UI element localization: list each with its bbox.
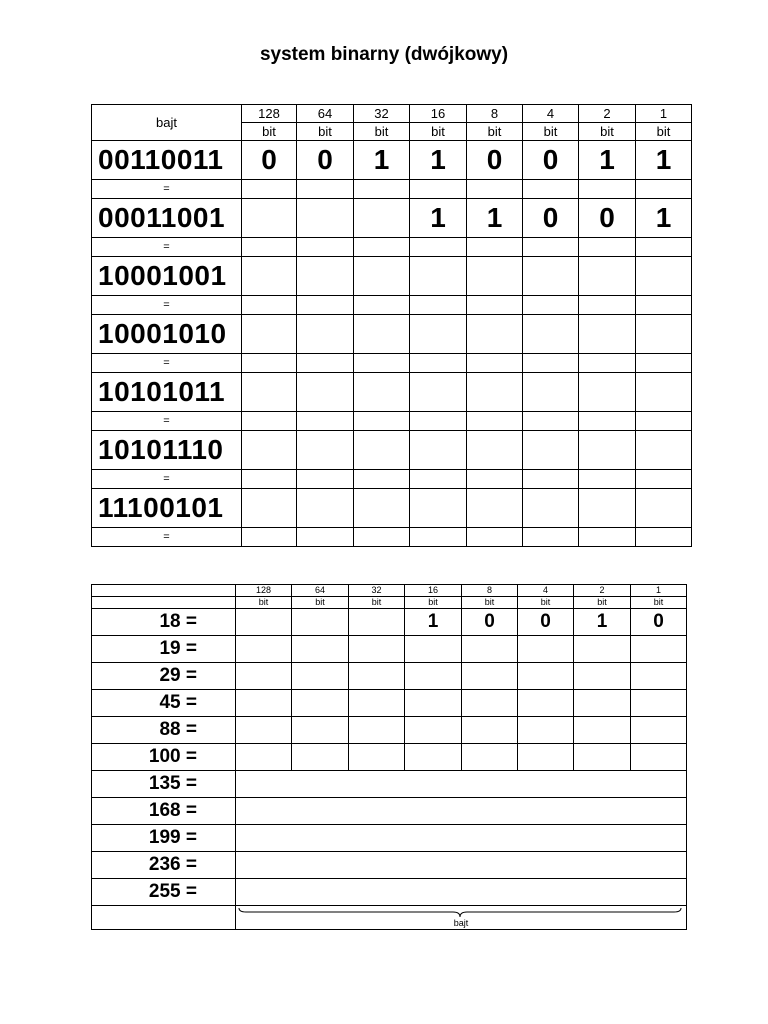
result-cell[interactable] xyxy=(523,238,579,257)
bit-cell[interactable] xyxy=(523,489,579,528)
bit-label-cell: bit xyxy=(292,597,349,609)
result-cell[interactable] xyxy=(410,470,467,489)
result-cell[interactable] xyxy=(354,412,410,431)
result-cell[interactable] xyxy=(297,180,354,199)
bit-cell[interactable]: 0 xyxy=(462,609,518,636)
decimal-row xyxy=(92,825,687,852)
byte-brace-cell xyxy=(236,906,687,930)
bit-cell[interactable] xyxy=(236,717,292,744)
decimal-row xyxy=(92,717,687,744)
result-cell[interactable] xyxy=(354,238,410,257)
answer-cell[interactable] xyxy=(236,771,687,798)
result-cell[interactable] xyxy=(297,296,354,315)
result-cell[interactable] xyxy=(297,528,354,547)
bit-cell[interactable] xyxy=(410,489,467,528)
decimal-row xyxy=(92,852,687,879)
bit-label-cell: bit xyxy=(574,597,631,609)
bit-cell[interactable] xyxy=(574,663,631,690)
bit-cell[interactable] xyxy=(405,663,462,690)
bit-cell[interactable] xyxy=(242,315,297,354)
bit-cell[interactable] xyxy=(462,744,518,771)
decimal-value: 135 = xyxy=(92,771,236,798)
bit-label-cell: bit xyxy=(462,597,518,609)
bit-cell[interactable]: 0 xyxy=(523,141,579,180)
result-cell[interactable] xyxy=(523,412,579,431)
result-cell[interactable] xyxy=(242,238,297,257)
binary-to-decimal-table xyxy=(91,104,692,547)
result-row xyxy=(92,470,692,489)
result-cell[interactable] xyxy=(579,180,636,199)
bit-cell[interactable]: 0 xyxy=(467,141,523,180)
bit-cell[interactable] xyxy=(467,431,523,470)
bit-cell[interactable] xyxy=(354,489,410,528)
bit-cell[interactable]: 0 xyxy=(242,141,297,180)
byte-row xyxy=(92,141,692,180)
bit-cell[interactable]: 1 xyxy=(467,199,523,238)
result-cell[interactable] xyxy=(579,470,636,489)
equals-sign: = xyxy=(92,180,242,199)
decimal-row xyxy=(92,663,687,690)
bit-cell[interactable] xyxy=(462,690,518,717)
bit-cell[interactable] xyxy=(467,257,523,296)
bit-cell[interactable] xyxy=(631,717,687,744)
byte-value: 00011001 xyxy=(92,199,242,238)
bit-cell[interactable] xyxy=(292,609,349,636)
bit-cell[interactable] xyxy=(405,744,462,771)
result-cell[interactable] xyxy=(636,470,692,489)
result-cell[interactable] xyxy=(579,238,636,257)
bit-cell[interactable]: 1 xyxy=(636,141,692,180)
bit-cell[interactable] xyxy=(292,636,349,663)
bit-cell[interactable] xyxy=(354,373,410,412)
decimal-row xyxy=(92,609,687,636)
bit-cell[interactable]: 1 xyxy=(636,199,692,238)
result-row xyxy=(92,180,692,199)
bit-cell[interactable] xyxy=(297,373,354,412)
brace-row xyxy=(92,906,687,930)
bit-cell[interactable] xyxy=(292,717,349,744)
bit-cell[interactable]: 0 xyxy=(523,199,579,238)
result-cell[interactable] xyxy=(579,354,636,373)
answer-cell[interactable] xyxy=(236,825,687,852)
decimal-value: 18 = xyxy=(92,609,236,636)
result-cell[interactable] xyxy=(636,528,692,547)
bit-cell[interactable] xyxy=(518,663,574,690)
result-cell[interactable] xyxy=(523,528,579,547)
result-cell[interactable] xyxy=(636,180,692,199)
weight-cell: 1 xyxy=(636,105,692,123)
decimal-value: 88 = xyxy=(92,717,236,744)
bit-cell[interactable] xyxy=(574,690,631,717)
bit-cell[interactable] xyxy=(523,431,579,470)
answer-cell[interactable] xyxy=(236,798,687,825)
result-cell[interactable] xyxy=(354,354,410,373)
weight-cell: 32 xyxy=(349,585,405,597)
result-cell[interactable] xyxy=(242,528,297,547)
header-blank-cell xyxy=(92,585,236,597)
bit-cell[interactable] xyxy=(242,489,297,528)
decimal-row xyxy=(92,798,687,825)
bit-cell[interactable] xyxy=(405,717,462,744)
result-row xyxy=(92,354,692,373)
bit-label-cell: bit xyxy=(636,123,692,141)
bit-cell[interactable] xyxy=(636,315,692,354)
bit-cell[interactable] xyxy=(467,315,523,354)
equals-sign: = xyxy=(92,528,242,547)
bit-cell[interactable] xyxy=(579,257,636,296)
bit-cell[interactable] xyxy=(349,609,405,636)
result-cell[interactable] xyxy=(410,528,467,547)
decimal-value: 255 = xyxy=(92,879,236,906)
weight-cell: 1 xyxy=(631,585,687,597)
bit-label-cell: bit xyxy=(467,123,523,141)
bit-label-cell: bit xyxy=(297,123,354,141)
bit-cell[interactable] xyxy=(518,717,574,744)
byte-value: 10101011 xyxy=(92,373,242,412)
result-cell[interactable] xyxy=(242,412,297,431)
bit-cell[interactable] xyxy=(410,431,467,470)
bit-cell[interactable] xyxy=(574,636,631,663)
weights-row xyxy=(92,585,687,597)
byte-row xyxy=(92,431,692,470)
bit-cell[interactable] xyxy=(410,257,467,296)
weight-cell: 8 xyxy=(467,105,523,123)
bit-cell[interactable] xyxy=(236,744,292,771)
bit-cell[interactable] xyxy=(297,431,354,470)
byte-value: 10101110 xyxy=(92,431,242,470)
answer-cell[interactable] xyxy=(236,879,687,906)
result-cell[interactable] xyxy=(523,296,579,315)
result-cell[interactable] xyxy=(297,470,354,489)
byte-value: 10001010 xyxy=(92,315,242,354)
bit-cell[interactable] xyxy=(242,431,297,470)
result-cell[interactable] xyxy=(636,354,692,373)
result-cell[interactable] xyxy=(467,412,523,431)
result-cell[interactable] xyxy=(579,412,636,431)
byte-value: 11100101 xyxy=(92,489,242,528)
bit-cell[interactable] xyxy=(631,690,687,717)
bit-cell[interactable] xyxy=(579,315,636,354)
equals-sign: = xyxy=(92,238,242,257)
bit-cell[interactable] xyxy=(636,257,692,296)
decimal-to-binary-table xyxy=(91,584,687,930)
result-cell[interactable] xyxy=(467,180,523,199)
weight-cell: 4 xyxy=(518,585,574,597)
result-cell[interactable] xyxy=(242,354,297,373)
brace-blank-cell xyxy=(92,906,236,930)
result-cell[interactable] xyxy=(467,354,523,373)
bit-cell[interactable]: 1 xyxy=(405,609,462,636)
bit-cell[interactable] xyxy=(631,663,687,690)
weight-cell: 4 xyxy=(523,105,579,123)
result-row xyxy=(92,238,692,257)
bit-cell[interactable] xyxy=(242,199,297,238)
decimal-value: 29 = xyxy=(92,663,236,690)
equals-sign: = xyxy=(92,470,242,489)
result-cell[interactable] xyxy=(242,296,297,315)
bit-label-cell: bit xyxy=(354,123,410,141)
decimal-row xyxy=(92,744,687,771)
result-cell[interactable] xyxy=(297,238,354,257)
bit-cell[interactable] xyxy=(292,690,349,717)
byte-value: 10001001 xyxy=(92,257,242,296)
bit-cell[interactable] xyxy=(523,373,579,412)
bit-label-row xyxy=(92,597,687,609)
result-cell[interactable] xyxy=(523,180,579,199)
byte-row xyxy=(92,373,692,412)
weight-cell: 64 xyxy=(292,585,349,597)
bit-cell[interactable] xyxy=(467,489,523,528)
bit-label-cell: bit xyxy=(242,123,297,141)
bit-cell[interactable] xyxy=(410,373,467,412)
result-cell[interactable] xyxy=(354,470,410,489)
bit-label-cell: bit xyxy=(579,123,636,141)
bit-label-cell: bit xyxy=(518,597,574,609)
bit-cell[interactable]: 0 xyxy=(579,199,636,238)
page-title: system binarny (dwójkowy) xyxy=(259,44,509,65)
brace-label: bajt xyxy=(453,918,469,928)
answer-cell[interactable] xyxy=(236,852,687,879)
result-cell[interactable] xyxy=(523,470,579,489)
bit-cell[interactable] xyxy=(518,744,574,771)
bit-cell[interactable] xyxy=(349,663,405,690)
bit-cell[interactable]: 1 xyxy=(410,141,467,180)
bit-cell[interactable] xyxy=(405,636,462,663)
result-cell[interactable] xyxy=(410,238,467,257)
result-cell[interactable] xyxy=(467,238,523,257)
result-cell[interactable] xyxy=(579,296,636,315)
bit-cell[interactable] xyxy=(410,315,467,354)
bit-cell[interactable] xyxy=(579,373,636,412)
result-cell[interactable] xyxy=(410,180,467,199)
bit-cell[interactable]: 1 xyxy=(574,609,631,636)
result-cell[interactable] xyxy=(354,296,410,315)
bit-cell[interactable] xyxy=(297,257,354,296)
bit-cell[interactable] xyxy=(631,744,687,771)
decimal-row xyxy=(92,690,687,717)
byte-row xyxy=(92,315,692,354)
bit-cell[interactable]: 1 xyxy=(354,141,410,180)
bit-cell[interactable] xyxy=(631,636,687,663)
bit-cell[interactable] xyxy=(636,489,692,528)
weight-cell: 128 xyxy=(242,105,297,123)
bit-cell[interactable]: 1 xyxy=(410,199,467,238)
bit-cell[interactable] xyxy=(354,315,410,354)
result-cell[interactable] xyxy=(242,470,297,489)
bit-cell[interactable]: 0 xyxy=(297,141,354,180)
decimal-value: 45 = xyxy=(92,690,236,717)
bit-cell[interactable] xyxy=(297,315,354,354)
weight-cell: 64 xyxy=(297,105,354,123)
bit-cell[interactable] xyxy=(349,744,405,771)
bit-cell[interactable] xyxy=(349,636,405,663)
result-cell[interactable] xyxy=(297,412,354,431)
bit-cell[interactable] xyxy=(579,489,636,528)
decimal-row xyxy=(92,879,687,906)
decimal-row xyxy=(92,636,687,663)
bit-cell[interactable] xyxy=(523,257,579,296)
bit-cell[interactable] xyxy=(297,199,354,238)
bit-cell[interactable] xyxy=(236,636,292,663)
byte-row xyxy=(92,257,692,296)
decimal-row xyxy=(92,771,687,798)
result-cell[interactable] xyxy=(297,354,354,373)
bit-cell[interactable] xyxy=(518,690,574,717)
weight-cell: 16 xyxy=(410,105,467,123)
bit-cell[interactable] xyxy=(354,257,410,296)
result-cell[interactable] xyxy=(636,412,692,431)
bit-cell[interactable]: 1 xyxy=(579,141,636,180)
bit-cell[interactable] xyxy=(462,663,518,690)
decimal-value: 236 = xyxy=(92,852,236,879)
bit-cell[interactable] xyxy=(236,609,292,636)
weight-cell: 32 xyxy=(354,105,410,123)
weight-cell: 16 xyxy=(405,585,462,597)
bit-cell[interactable]: 0 xyxy=(518,609,574,636)
result-cell[interactable] xyxy=(579,528,636,547)
bit-cell[interactable]: 0 xyxy=(631,609,687,636)
bit-cell[interactable] xyxy=(297,489,354,528)
header-blank-cell xyxy=(92,597,236,609)
decimal-value: 199 = xyxy=(92,825,236,852)
bit-cell[interactable] xyxy=(523,315,579,354)
result-cell[interactable] xyxy=(467,528,523,547)
bit-label-cell: bit xyxy=(236,597,292,609)
bit-cell[interactable] xyxy=(292,663,349,690)
result-cell[interactable] xyxy=(354,528,410,547)
bit-cell[interactable] xyxy=(462,636,518,663)
result-cell[interactable] xyxy=(410,412,467,431)
decimal-value: 168 = xyxy=(92,798,236,825)
result-cell[interactable] xyxy=(410,354,467,373)
weight-cell: 2 xyxy=(579,105,636,123)
bit-cell[interactable] xyxy=(236,663,292,690)
bit-cell[interactable] xyxy=(242,257,297,296)
result-cell[interactable] xyxy=(636,296,692,315)
bit-cell[interactable] xyxy=(405,690,462,717)
result-row xyxy=(92,412,692,431)
bit-cell[interactable] xyxy=(467,373,523,412)
weight-cell: 128 xyxy=(236,585,292,597)
result-cell[interactable] xyxy=(242,180,297,199)
equals-sign: = xyxy=(92,296,242,315)
bit-cell[interactable] xyxy=(349,690,405,717)
bit-label-cell: bit xyxy=(405,597,462,609)
bit-cell[interactable] xyxy=(462,717,518,744)
decimal-value: 100 = xyxy=(92,744,236,771)
bit-label-cell: bit xyxy=(349,597,405,609)
result-row xyxy=(92,528,692,547)
result-cell[interactable] xyxy=(467,296,523,315)
bit-cell[interactable] xyxy=(354,431,410,470)
bit-cell[interactable] xyxy=(574,744,631,771)
bit-cell[interactable] xyxy=(636,431,692,470)
result-cell[interactable] xyxy=(354,180,410,199)
bit-label-cell: bit xyxy=(410,123,467,141)
weights-row xyxy=(92,105,692,123)
result-cell[interactable] xyxy=(467,470,523,489)
equals-sign: = xyxy=(92,354,242,373)
byte-value: 00110011 xyxy=(92,141,242,180)
bit-cell[interactable] xyxy=(579,431,636,470)
bit-label-cell: bit xyxy=(523,123,579,141)
result-cell[interactable] xyxy=(410,296,467,315)
byte-row xyxy=(92,489,692,528)
bit-cell[interactable] xyxy=(354,199,410,238)
bit-cell[interactable] xyxy=(518,636,574,663)
bit-label-cell: bit xyxy=(631,597,687,609)
result-cell[interactable] xyxy=(636,238,692,257)
result-row xyxy=(92,296,692,315)
bit-cell[interactable] xyxy=(236,690,292,717)
byte-row xyxy=(92,199,692,238)
equals-sign: = xyxy=(92,412,242,431)
bit-cell[interactable] xyxy=(242,373,297,412)
result-cell[interactable] xyxy=(523,354,579,373)
bit-cell[interactable] xyxy=(292,744,349,771)
bit-cell[interactable] xyxy=(636,373,692,412)
bit-cell[interactable] xyxy=(574,717,631,744)
byte-header-label: bajt xyxy=(92,105,242,141)
weight-cell: 8 xyxy=(462,585,518,597)
weight-cell: 2 xyxy=(574,585,631,597)
bit-cell[interactable] xyxy=(349,717,405,744)
decimal-value: 19 = xyxy=(92,636,236,663)
